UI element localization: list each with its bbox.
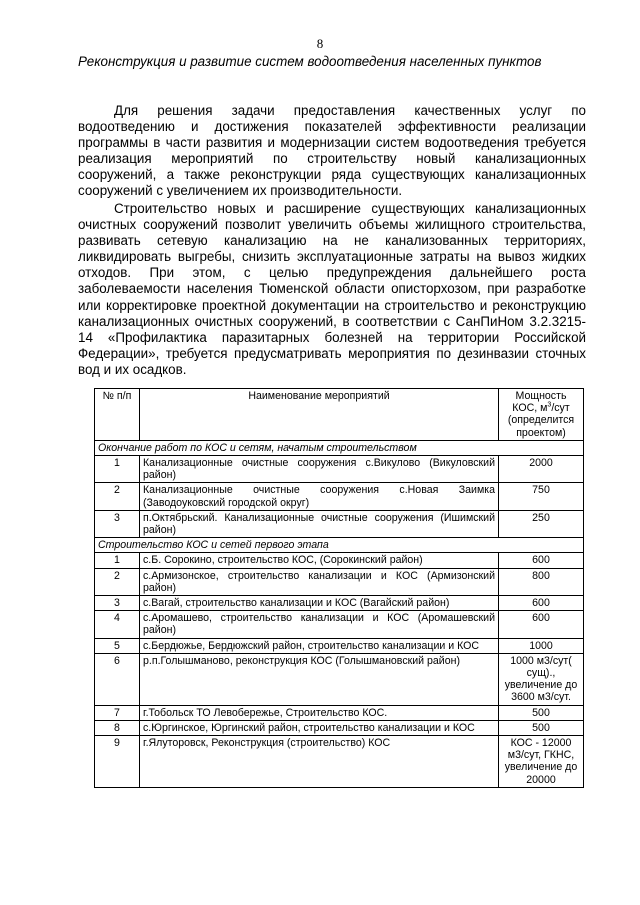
cell-name: г.Тобольск ТО Левобережье, Строительство КОС. — [140, 705, 499, 720]
cell-num: 2 — [95, 483, 140, 510]
cell-capacity: 500 — [499, 705, 584, 720]
table-section-title: Окончание работ по КОС и сетям, начатым строительством — [95, 440, 584, 455]
table-row — [95, 611, 584, 638]
cell-num: 2 — [95, 568, 140, 595]
table-row — [95, 638, 584, 653]
cell-capacity: 600 — [499, 553, 584, 568]
table-row — [95, 736, 584, 788]
table-body — [95, 440, 584, 787]
cell-num: 7 — [95, 705, 140, 720]
cell-name: г.Ялуторовск, Реконструкция (строительство) КОС — [140, 736, 499, 788]
table-row — [95, 553, 584, 568]
table-row — [95, 510, 584, 537]
table-row — [95, 720, 584, 735]
cell-num: 3 — [95, 510, 140, 537]
cell-capacity: 500 — [499, 720, 584, 735]
cell-capacity: 600 — [499, 596, 584, 611]
cell-name: Канализационные очистные сооружения с.Викулово (Викуловский район) — [140, 456, 499, 483]
cell-name: р.п.Голышманово, реконструкция КОС (Голышмановский район) — [140, 653, 499, 705]
header-capacity — [499, 389, 584, 441]
cell-name: п.Октябрьский. Канализационные очистные сооружения (Ишимский район) — [140, 510, 499, 537]
cell-name: с.Вагай, строительство канализации и КОС (Вагайский район) — [140, 596, 499, 611]
cell-capacity: 250 — [499, 510, 584, 537]
header-capacity-pre: Мощность КОС, м — [512, 390, 567, 415]
cell-capacity: 750 — [499, 483, 584, 510]
table-row — [95, 456, 584, 483]
table-section-row — [95, 538, 584, 553]
table-header-row — [95, 389, 584, 441]
section-title: Реконструкция и развитие систем водоотведения населенных пунктов — [78, 54, 542, 69]
paragraph-1: Для решения задачи предоставления качественных услуг по водоотведению и достижения показателей эффективности реализации программы в части развития и модернизации систем водоотведения требуется реализация мероприятий по строительству новый канализационных сооружений, а также реконструкции ряда существующих канализационных сооружений с увеличением их производительности. — [78, 103, 586, 199]
cell-capacity: 600 — [499, 611, 584, 638]
header-num: № п/п — [95, 389, 140, 441]
measures-table — [94, 388, 584, 788]
cell-name: Канализационные очистные сооружения с.Новая Заимка (Заводоуковский городской округ) — [140, 483, 499, 510]
cell-num: 8 — [95, 720, 140, 735]
cell-capacity: 800 — [499, 568, 584, 595]
cell-name: с.Юргинское, Юргинский район, строительство канализации и КОС — [140, 720, 499, 735]
page-number: 8 — [316, 36, 324, 51]
table-row — [95, 653, 584, 705]
cell-name: с.Бердюжье, Бердюжский район, строительство канализации и КОС — [140, 638, 499, 653]
table-row — [95, 568, 584, 595]
cell-capacity: 1000 м3/сут( сущ)., увеличение до 3600 м3/сут. — [499, 653, 584, 705]
cell-capacity: 2000 — [499, 456, 584, 483]
cell-name: с.Аромашево, строительство канализации и КОС (Аромашевский район) — [140, 611, 499, 638]
cell-name: с.Армизонское, строительство канализации и КОС (Армизонский район) — [140, 568, 499, 595]
cell-num: 1 — [95, 456, 140, 483]
cell-capacity: КОС - 12000 м3/сут, ГКНС, увеличение до 20000 — [499, 736, 584, 788]
table-section-row — [95, 440, 584, 455]
cell-num: 5 — [95, 638, 140, 653]
cell-capacity: 1000 — [499, 638, 584, 653]
table-row — [95, 483, 584, 510]
paragraph-2: Строительство новых и расширение существующих канализационных очистных сооружений позволит увеличить объемы жилищного строительства, развивать сетевую канализацию на не канализованных территориях, ликвидировать выгребы, снизить эксплуатационные затраты на вывоз жидких отходов. При этом, с целью предупреждения дальнейшего роста заболеваемости населения Тюменской области описторхозом, при разработке или корректировке проектной документации на строительство и реконструкцию канализационных очистных сооружений, в соответствии с СанПиНом 3.2.3215-14 «Профилактика паразитарных болезней на территории Российской Федерации», требуется предусматривать мероприятия по дезинвазии сточных вод и их осадков. — [78, 201, 586, 377]
header-capacity-post: /сут (определится проектом) — [507, 402, 575, 439]
cell-num: 6 — [95, 653, 140, 705]
table-row — [95, 596, 584, 611]
cell-num: 3 — [95, 596, 140, 611]
header-name: Наименование мероприятий — [140, 389, 499, 441]
table-row — [95, 705, 584, 720]
cell-num: 1 — [95, 553, 140, 568]
table-section-title: Строительство КОС и сетей первого этапа — [95, 538, 584, 553]
cell-name: с.Б. Сорокино, строительство КОС, (Сорокинский район) — [140, 553, 499, 568]
cell-num: 9 — [95, 736, 140, 788]
cell-num: 4 — [95, 611, 140, 638]
header-capacity-sup: 3 — [547, 401, 552, 409]
